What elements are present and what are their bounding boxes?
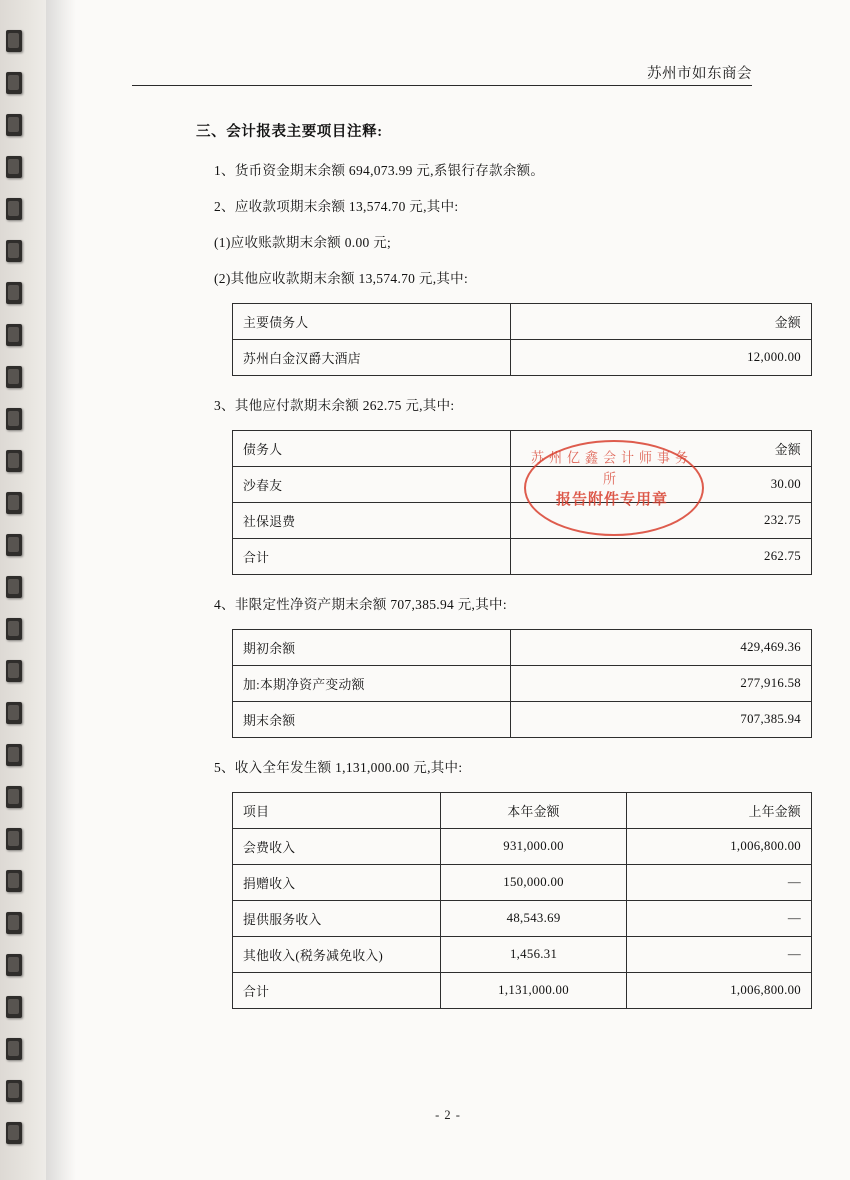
cell-income-this-year: 48,543.69 — [441, 901, 626, 937]
header-divider — [132, 85, 752, 86]
cell-income-item: 会费收入 — [233, 829, 441, 865]
cell-debtor-name: 沙春友 — [233, 467, 511, 503]
cell-value-closing-balance: 707,385.94 — [510, 702, 811, 738]
cell-income-last-year: — — [626, 901, 811, 937]
cell-income-this-year: 931,000.00 — [441, 829, 626, 865]
cell-income-this-year: 1,456.31 — [441, 937, 626, 973]
table-row — [233, 829, 812, 865]
table-header-row — [233, 793, 812, 829]
table-net-assets — [232, 629, 812, 738]
cell-total-label: 合计 — [233, 539, 511, 575]
seal-arc-text: 苏州亿鑫会计师事务所 — [530, 449, 693, 487]
note-item-1: 1、货币资金期末余额 694,073.99 元,系银行存款余额。 — [214, 163, 545, 178]
note-item-3: 3、其他应付款期末余额 262.75 元,其中: — [214, 398, 455, 413]
column-header-debtor: 主要债务人 — [233, 304, 511, 340]
cell-amount: 232.75 — [510, 503, 811, 539]
seal-center-text: 报告附件专用章 — [555, 492, 668, 508]
table-row — [233, 340, 812, 376]
column-header-amount: 金额 — [510, 304, 811, 340]
table-header-row — [233, 304, 812, 340]
table-row — [233, 937, 812, 973]
page-number: - 2 - — [435, 1108, 461, 1122]
cell-debtor-name: 苏州白金汉爵大酒店 — [233, 340, 511, 376]
column-header-debtor: 债务人 — [233, 431, 511, 467]
cell-label-opening-balance: 期初余额 — [233, 630, 511, 666]
note-item-2-1: (1)应收账款期末余额 0.00 元; — [214, 235, 392, 250]
cell-income-this-year: 150,000.00 — [441, 865, 626, 901]
table-row — [233, 901, 812, 937]
cell-amount: 30.00 — [510, 467, 811, 503]
note-item-2-2: (2)其他应收款期末余额 13,574.70 元,其中: — [214, 271, 469, 286]
cell-income-last-year: 1,006,800.00 — [626, 829, 811, 865]
cell-total-label: 合计 — [233, 973, 441, 1009]
table-payables — [232, 430, 812, 575]
cell-debtor-name: 社保退费 — [233, 503, 511, 539]
table-row — [233, 467, 812, 503]
table-row — [233, 702, 812, 738]
page-header-org: 苏州市如东商会 — [647, 66, 752, 82]
table-row — [233, 865, 812, 901]
column-header-last-year: 上年金额 — [626, 793, 811, 829]
cell-label-change: 加:本期净资产变动额 — [233, 666, 511, 702]
column-header-amount: 金额 — [510, 431, 811, 467]
note-item-2: 2、应收款项期末余额 13,574.70 元,其中: — [214, 199, 459, 214]
cell-value-change: 277,916.58 — [510, 666, 811, 702]
cell-income-item: 捐赠收入 — [233, 865, 441, 901]
document-body — [156, 120, 801, 1027]
column-header-item: 项目 — [233, 793, 441, 829]
note-item-5: 5、收入全年发生额 1,131,000.00 元,其中: — [214, 760, 463, 775]
cell-total-this-year: 1,131,000.00 — [441, 973, 626, 1009]
cell-income-last-year: — — [626, 937, 811, 973]
cell-label-closing-balance: 期末余额 — [233, 702, 511, 738]
cell-total-last-year: 1,006,800.00 — [626, 973, 811, 1009]
page-sheet — [46, 0, 850, 1180]
table-receivables — [232, 303, 812, 376]
section-title: 三、会计报表主要项目注释: — [196, 124, 383, 140]
cell-amount: 12,000.00 — [510, 340, 811, 376]
table-row — [233, 503, 812, 539]
table-total-row — [233, 973, 812, 1009]
cell-value-opening-balance: 429,469.36 — [510, 630, 811, 666]
table-row — [233, 666, 812, 702]
cell-income-item: 其他收入(税务减免收入) — [233, 937, 441, 973]
column-header-this-year: 本年金额 — [441, 793, 626, 829]
note-item-4: 4、非限定性净资产期末余额 707,385.94 元,其中: — [214, 597, 507, 612]
cell-income-last-year: — — [626, 865, 811, 901]
table-row — [233, 630, 812, 666]
table-income — [232, 792, 812, 1009]
table-total-row — [233, 539, 812, 575]
cell-income-item: 提供服务收入 — [233, 901, 441, 937]
cell-total-amount: 262.75 — [510, 539, 811, 575]
spiral-binding — [0, 0, 46, 1180]
table-header-row — [233, 431, 812, 467]
